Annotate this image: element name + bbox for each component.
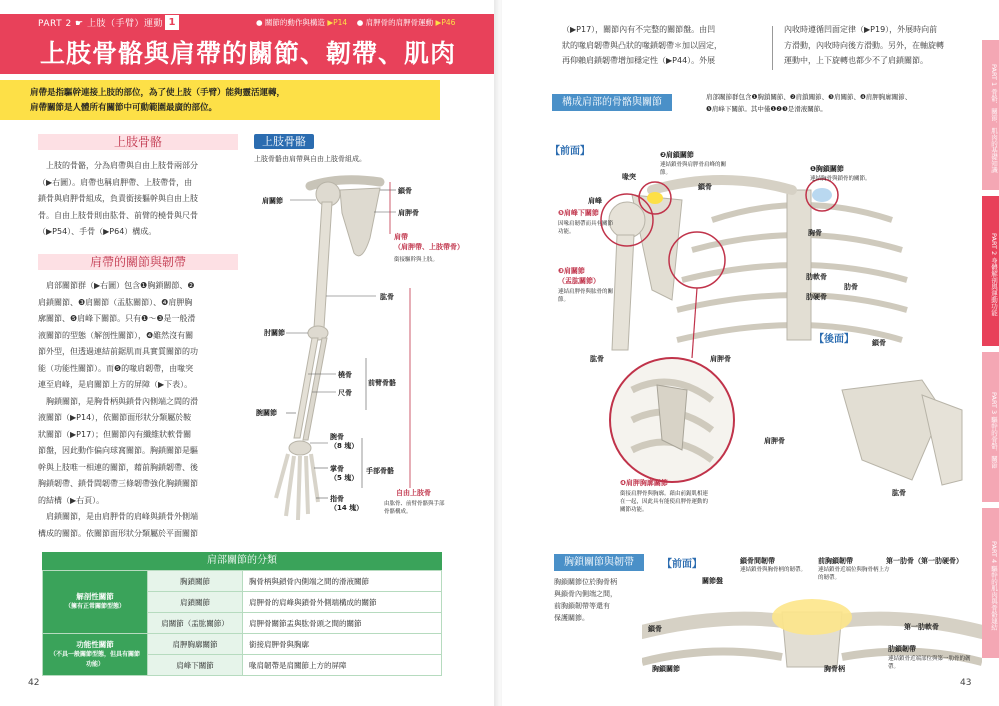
label-subacromial-note: 因喙肩韌帶而具有關節功能。 <box>558 221 614 235</box>
page-number-left: 42 <box>28 678 40 688</box>
intro-line-2: 肩帶關節是人體所有關節中可動範圍最廣的部位。 <box>30 103 218 113</box>
sc-front-tag: 【前面】 <box>662 559 702 570</box>
label-scj-bottom: 胸鎖關節 <box>652 665 680 673</box>
text-line: 節外型，但透過連結前鋸肌而具實質關節的功 <box>38 347 198 356</box>
label-costoclavicular: 肋鎖韌帶 <box>888 645 916 653</box>
label-ant-sc: 前胸鎖韌帶 <box>818 557 853 565</box>
group-sub: （擁有正常關節型態） <box>64 603 125 610</box>
figure-note-2: ❺肩峰下關節。其中僅❶❷❸是滑液關節。 <box>706 105 827 113</box>
figure-note-1: 肩部關節群包含❶胸鎖關節、❷肩鎖關節、❸肩關節、❹肩胛胸廓關節、 <box>706 93 912 101</box>
side-tab-part-1[interactable]: PART 1 骨骼．關節．肌肉的基礎知識 <box>982 40 999 190</box>
part-label: PART 2 ☛ 上肢（手臂）運動 <box>38 19 163 29</box>
section-text-joints <box>38 278 238 542</box>
text-line: 鎖骨與肩胛骨組成，負責銜接軀幹與自由上肢 <box>38 194 198 203</box>
text-line: 再仰賴肩鎖韌帶增加穩定性（▶P44）。外展 <box>562 56 716 65</box>
header-link-2[interactable]: ● 肩胛骨的肩胛骨運動 <box>356 18 434 27</box>
joint-desc: 喙肩韌帶是肩關節上方的屏障 <box>243 655 442 676</box>
label-costal-bone: 肋硬骨 <box>806 293 827 301</box>
label-interclavicular-note: 連結鎖骨與胸骨柄的韌帶。 <box>740 567 807 573</box>
label-clavicle: 鎖骨 <box>398 187 412 195</box>
text-line: 構成的關節。依關節面形狀分類屬於平面關節 <box>38 528 198 538</box>
page-number-right: 43 <box>960 678 972 688</box>
section-head-bones: 上肢骨骼 <box>38 134 238 150</box>
joint-classification-table <box>42 570 442 676</box>
label-carpals-n: （8 塊） <box>330 442 359 450</box>
left-page <box>0 0 497 706</box>
text-line: （▶P17），關節內有不完整的關節盤。由凹 <box>562 25 716 34</box>
text-line: （▶P54）、手骨（▶P64）構成。 <box>38 227 157 236</box>
column-divider <box>772 26 773 70</box>
header-links <box>256 17 455 28</box>
label-elbow: 肘關節 <box>264 329 285 337</box>
back-view-tag: 【後面】 <box>814 334 854 345</box>
label-rib: 肋骨 <box>844 283 858 291</box>
label-clavicle-front: 鎖骨 <box>698 183 712 191</box>
label-humerus: 肱骨 <box>380 293 394 301</box>
text-line: 狀的喙肩韌帶與凸狀的喙鎖韌帶＊加以固定， <box>562 40 722 50</box>
label-sternum: 胸骨 <box>808 229 822 237</box>
label-free-limb-note: 由肱骨、前臂骨骼與手部骨骼構成。 <box>384 501 445 515</box>
text-line: 前胸鎖韌帶等還有 <box>554 602 610 610</box>
figure-badge-shoulder: 構成肩部的骨骼與關節 <box>552 94 672 111</box>
header-link-2-ref[interactable]: ▶P46 <box>435 18 456 27</box>
side-tab-part-4[interactable]: PART 4 驅幹的肌肉與骨骼連結 <box>982 508 999 658</box>
label-phalanges-n: （14 塊） <box>330 504 364 512</box>
text-line: 與鎖骨內側端之間， <box>554 590 617 598</box>
label-phalanges: 指骨 <box>330 495 344 503</box>
joint-desc: 肩胛骨關節盂與肱骨頭之間的關節 <box>243 613 442 634</box>
label-scapula-back: 肩胛骨 <box>764 437 785 445</box>
label-forearm: 前臂骨骼 <box>368 379 396 387</box>
right-text-col-2 <box>784 22 974 69</box>
label-ulna: 尺骨 <box>338 389 352 397</box>
text-line: 幹與上肢唯一相連的關節，藉前胸鎖韌帶、後 <box>38 462 198 472</box>
text-line: 肩鎖關節、❸肩關節（盂肱關節）、❹肩胛胸 <box>38 297 193 307</box>
section-number: 1 <box>165 15 179 30</box>
sc-joint-text <box>554 576 634 624</box>
joint-desc: 胸骨柄與鎖骨內側端之間的滑液關節 <box>243 571 442 592</box>
text-line: （▶右圖）。肩帶也稱肩胛帶、上肢帶骨，由 <box>38 177 193 187</box>
table-row <box>43 634 442 655</box>
label-girdle-sub: （肩胛帶、上肢帶骨） <box>394 243 464 251</box>
label-acj-note: 連結鎖骨與肩胛骨肩峰的關節。 <box>660 162 727 176</box>
text-line: 骨。自由上肢骨則由肱骨、前臂的橈骨與尺骨 <box>38 210 198 220</box>
side-tab-part-3[interactable]: PART 3 驅幹的骨骼．關節 <box>982 352 999 502</box>
joint-desc: 肩胛骨的肩峰與鎖骨外側端構成的關節 <box>243 592 442 613</box>
label-costoclavicular-note: 連結鎖骨近端部位與第一肋骨的韌帶。 <box>888 656 971 670</box>
joint-desc: 銜接肩胛骨與胸廓 <box>243 634 442 655</box>
group-sub: （不具一般關節型態，但具有關節功能） <box>49 650 140 668</box>
label-manubrium: 胸骨柄 <box>824 665 845 673</box>
text-line: 節盤，因此動作偏向球窩關節。胸鎖關節是驅 <box>38 446 198 455</box>
label-girdle: 肩帶 <box>394 233 408 241</box>
table-row <box>43 571 442 592</box>
label-ant-sc-note: 連結鎖骨近端位與胸骨柄上方的韌帶。 <box>818 567 890 581</box>
text-line: 連至肩峰，是肩關節上方的屏障（▶下表）。 <box>38 380 193 389</box>
joint-name: 肩關節（盂肱關節） <box>148 613 243 634</box>
intro-box <box>0 80 440 120</box>
text-line: 上肢的骨骼，分為肩帶與自由上肢骨兩部分 <box>46 161 198 170</box>
text-line: 胸鎖關節，是胸骨柄與鎖骨內側端之間的滑 <box>46 396 198 406</box>
label-subacromial: ❺肩峰下關節 <box>558 209 599 217</box>
label-ghj-sub: （盂肱關節） <box>558 277 600 285</box>
label-costal-cartilage: 肋軟骨 <box>806 273 827 281</box>
section-text-bones <box>38 158 238 241</box>
label-scj: ❶胸鎖關節 <box>810 165 844 173</box>
right-page <box>502 0 999 706</box>
label-clavicle-sc: 鎖骨 <box>648 625 662 633</box>
label-carpals: 腕骨 <box>330 433 344 441</box>
text-line: 方滑動，內收時向後方滑動。另外，在軸旋轉 <box>784 40 944 50</box>
label-first-rib-top: 第一肋骨（第一肋硬骨） <box>886 557 963 565</box>
label-stj: ❹肩胛胸廓關節 <box>620 479 668 487</box>
text-line: 廓關節、❺肩峰下關節。只有❶～❸是一般滑 <box>38 314 196 323</box>
label-disc: 關節盤 <box>702 577 723 585</box>
side-tab-part-2[interactable]: PART 2 身體解剖與運動功能 <box>982 196 999 346</box>
label-ghj: ❸肩關節 <box>558 267 585 275</box>
joint-name: 胸鎖關節 <box>148 571 243 592</box>
sc-joint-badge: 胸鎖關節與韌帶 <box>554 554 644 571</box>
group-label: 解剖性關節 <box>76 592 114 601</box>
group-label: 功能性關節 <box>76 639 114 649</box>
section-head-joints: 肩帶的關節與韌帶 <box>38 254 238 270</box>
label-stj-note: 銜接肩胛骨與胸廓。藉由前鋸肌相連在一起，因此具有能使肩胛骨運動的關節功能。 <box>620 491 709 513</box>
text-line: 胸鎖韌帶、鎖骨間韌帶三條韌帶強化胸鎖關節 <box>38 479 198 488</box>
label-shoulder-joint: 肩關節 <box>262 197 283 205</box>
side-tabs <box>982 40 999 660</box>
text-line: 肩部關節群（▶右圖）包含❶胸鎖關節、❷ <box>46 281 195 290</box>
figure-caption: 上肢骨骼由肩帶與自由上肢骨組成。 <box>254 155 366 163</box>
text-line: 能（功能性關節）。而❺的喙肩韌帶，由喙突 <box>38 363 194 373</box>
text-line: 胸鎖關節位於胸骨柄 <box>554 578 617 586</box>
text-line: 液關節的型態（解剖性關節），❹雖然沒有關 <box>38 330 194 340</box>
shoulder-front-illustration <box>562 150 982 530</box>
header-link-1-ref[interactable]: ▶P14 <box>327 18 348 27</box>
text-line: 運動中，上下旋轉也都少不了肩鎖關節。 <box>784 56 928 65</box>
text-line: 內收時遵循凹面定律（▶P19），外展時向前 <box>784 25 938 34</box>
front-view-tag: 【前面】 <box>550 146 590 157</box>
label-ghj-note: 連結肩胛骨與肱骨的關節。 <box>558 289 614 303</box>
text-line: 保護關節。 <box>554 614 589 622</box>
page-title: 上肢骨骼與肩帶的關節、韌帶、肌肉 <box>40 39 457 68</box>
label-humerus-back: 肱骨 <box>892 489 906 497</box>
text-line: 狀關節（▶P17）；但關節內有纖維狀軟骨關 <box>38 429 192 439</box>
label-wrist: 腕關節 <box>256 409 277 417</box>
joint-name: 肩峰下關節 <box>148 655 243 676</box>
intro-line-1: 肩帶是指驅幹連接上肢的部位，為了使上肢（手臂）能夠靈活運轉， <box>30 88 286 98</box>
text-line: 肩鎖關節，是由肩胛骨的肩峰與鎖骨外側端 <box>46 512 198 521</box>
figure-badge-upper-limb: 上肢骨骼 <box>254 134 314 149</box>
joint-name: 肩胛胸廓關節 <box>148 634 243 655</box>
label-acromion: 肩峰 <box>588 197 602 205</box>
label-coracoid: 喙突 <box>622 173 636 181</box>
right-text-col-1 <box>562 22 762 69</box>
table-title: 肩部關節的分類 <box>42 552 442 570</box>
label-scapula: 肩胛骨 <box>398 209 419 217</box>
text-line: 的結構（▶右頁）。 <box>38 495 105 505</box>
group-cell <box>43 571 148 634</box>
label-metacarpals-n: （5 塊） <box>330 474 359 482</box>
header-link-1[interactable]: ● 關節的動作與構造 <box>256 18 325 27</box>
label-free-limb: 自由上肢骨 <box>396 489 431 497</box>
text-line: 液關節（▶P14），依關節面形狀分類屬於鞍 <box>38 413 192 422</box>
label-interclavicular: 鎖骨間韌帶 <box>740 557 775 565</box>
label-humerus-front: 肱骨 <box>590 355 604 363</box>
label-radius: 橈骨 <box>338 371 352 379</box>
label-clavicle-back: 鎖骨 <box>872 339 886 347</box>
label-metacarpals: 掌骨 <box>330 465 344 473</box>
label-acj: ❷肩鎖關節 <box>660 151 694 159</box>
label-girdle-note: 銜接驅幹與上肢。 <box>394 257 439 263</box>
group-cell <box>43 634 148 676</box>
label-first-cartilage: 第一肋軟骨 <box>904 623 939 631</box>
label-scapula-front: 肩胛骨 <box>710 355 731 363</box>
label-hand: 手部骨骼 <box>366 467 394 475</box>
joint-name: 肩鎖關節 <box>148 592 243 613</box>
label-scj-note: 連結胸骨與鎖骨的關節。 <box>810 176 871 182</box>
